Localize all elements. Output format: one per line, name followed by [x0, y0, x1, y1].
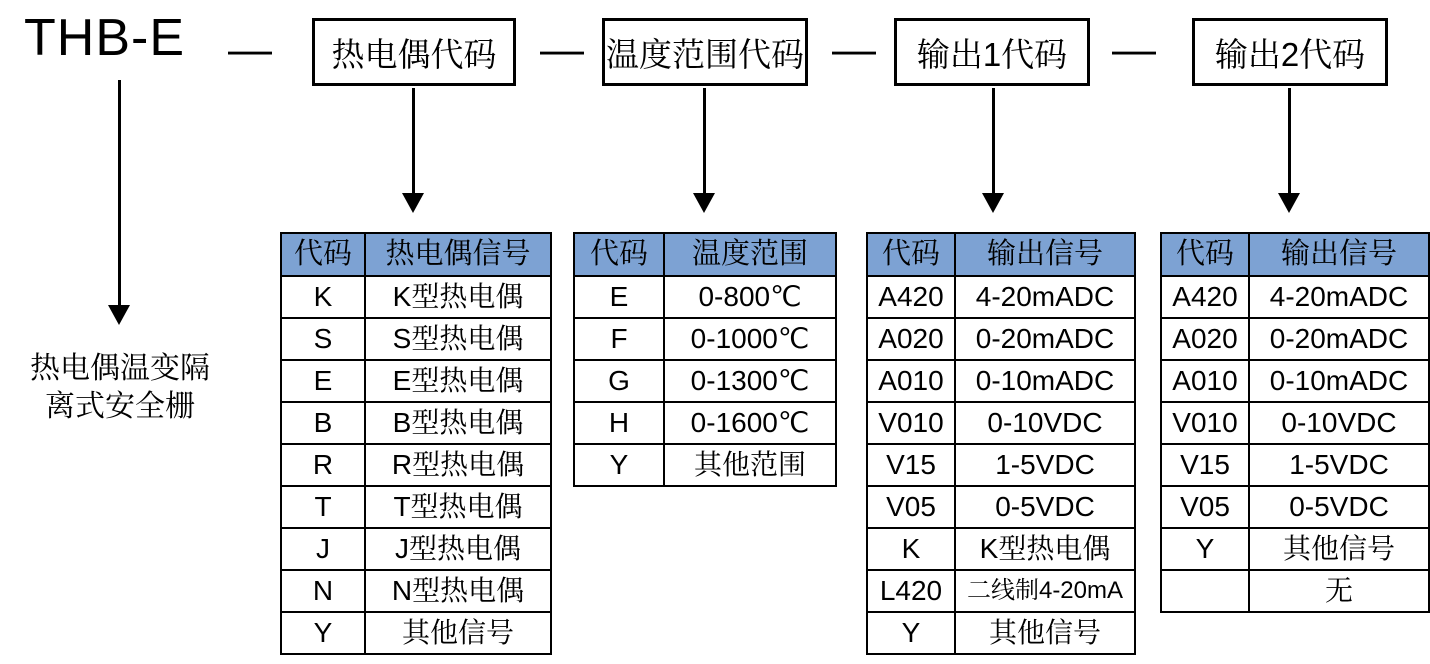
column-header-code: 代码 [1161, 233, 1249, 276]
arrow-output1 [982, 193, 1004, 213]
table-row [1161, 402, 1429, 444]
cell-value: 4-20mADC [1249, 276, 1429, 318]
table-row [867, 360, 1135, 402]
cell-code [1161, 570, 1249, 612]
cell-value: 其他信号 [365, 612, 551, 654]
cell-value: 其他信号 [1249, 528, 1429, 570]
table-row [574, 360, 836, 402]
cell-value: 0-20mADC [955, 318, 1135, 360]
cell-code: R [281, 444, 365, 486]
output2-code-table-wrap [1160, 232, 1430, 613]
cell-code: G [574, 360, 664, 402]
model-base-label: THB-E [24, 9, 185, 67]
connector-line-base [118, 80, 121, 305]
table-row [1161, 570, 1429, 612]
table-row [281, 402, 551, 444]
base-description [10, 350, 230, 425]
arrow-temperature-range [693, 193, 715, 213]
cell-value: N型热电偶 [365, 570, 551, 612]
table-row [867, 528, 1135, 570]
arrow-thermocouple [402, 193, 424, 213]
column-header-output-signal: 输出信号 [1249, 233, 1429, 276]
cell-code: Y [281, 612, 365, 654]
cell-code: A020 [867, 318, 955, 360]
column-header-signal: 热电偶信号 [365, 233, 551, 276]
table-row [867, 444, 1135, 486]
table-header-row [574, 233, 836, 276]
cell-code: H [574, 402, 664, 444]
code-box-output1[interactable] [894, 18, 1090, 86]
table-row [281, 486, 551, 528]
cell-code: V010 [1161, 402, 1249, 444]
code-box-temperature-range-label: 温度范围代码 [606, 35, 804, 73]
table-header-row [867, 233, 1135, 276]
cell-value: 0-800℃ [664, 276, 836, 318]
cell-value: 0-10mADC [1249, 360, 1429, 402]
table-row [574, 402, 836, 444]
cell-value: 4-20mADC [955, 276, 1135, 318]
cell-value: 1-5VDC [1249, 444, 1429, 486]
table-row [1161, 528, 1429, 570]
table-row [1161, 444, 1429, 486]
cell-code: V15 [1161, 444, 1249, 486]
cell-value: 0-10VDC [955, 402, 1135, 444]
connector-line-output1 [992, 88, 995, 193]
cell-code: B [281, 402, 365, 444]
thermocouple-code-table-wrap [280, 232, 552, 655]
cell-code: K [281, 276, 365, 318]
table-row [281, 570, 551, 612]
cell-code: A010 [867, 360, 955, 402]
cell-code: S [281, 318, 365, 360]
table-row [574, 444, 836, 486]
cell-code: Y [574, 444, 664, 486]
cell-code: A010 [1161, 360, 1249, 402]
table-row [281, 528, 551, 570]
table-row [1161, 318, 1429, 360]
output2-code-table [1160, 232, 1430, 613]
cell-value: 无 [1249, 570, 1429, 612]
cell-value: 1-5VDC [955, 444, 1135, 486]
separator-dash-1: — [228, 25, 272, 74]
cell-code: A420 [867, 276, 955, 318]
cell-value: 其他范围 [664, 444, 836, 486]
output1-code-table-wrap [866, 232, 1136, 655]
cell-value: K型热电偶 [955, 528, 1135, 570]
code-box-output2[interactable] [1192, 18, 1388, 86]
table-row [867, 486, 1135, 528]
cell-value: R型热电偶 [365, 444, 551, 486]
column-header-range: 温度范围 [664, 233, 836, 276]
column-header-code: 代码 [281, 233, 365, 276]
cell-value: 0-1000℃ [664, 318, 836, 360]
cell-value: K型热电偶 [365, 276, 551, 318]
cell-value: 0-20mADC [1249, 318, 1429, 360]
cell-code: Y [1161, 528, 1249, 570]
connector-line-output2 [1288, 88, 1291, 193]
cell-value: T型热电偶 [365, 486, 551, 528]
table-row [867, 570, 1135, 612]
table-header-row [1161, 233, 1429, 276]
temperature-range-code-table-wrap [573, 232, 837, 487]
cell-value: 二线制4-20mA [955, 570, 1135, 612]
code-box-thermocouple[interactable] [312, 18, 516, 86]
table-row [281, 360, 551, 402]
table-row [281, 318, 551, 360]
temperature-range-code-table [573, 232, 837, 487]
connector-line-thermocouple [412, 88, 415, 193]
arrow-base [108, 305, 130, 325]
table-row [281, 612, 551, 654]
connector-line-temperature-range [703, 88, 706, 193]
cell-value: 0-1600℃ [664, 402, 836, 444]
arrow-output2 [1278, 193, 1300, 213]
cell-code: V05 [1161, 486, 1249, 528]
cell-value: J型热电偶 [365, 528, 551, 570]
column-header-code: 代码 [574, 233, 664, 276]
cell-value: 0-10VDC [1249, 402, 1429, 444]
column-header-output-signal: 输出信号 [955, 233, 1135, 276]
table-row [574, 276, 836, 318]
code-box-output1-label: 输出1代码 [916, 35, 1068, 73]
cell-code: N [281, 570, 365, 612]
table-row [574, 318, 836, 360]
cell-code: E [281, 360, 365, 402]
cell-value: 0-5VDC [955, 486, 1135, 528]
cell-value: E型热电偶 [365, 360, 551, 402]
thermocouple-code-table [280, 232, 552, 655]
separator-dash-4: — [1112, 25, 1156, 74]
cell-value: 其他信号 [955, 612, 1135, 654]
cell-code: T [281, 486, 365, 528]
code-box-output2-label: 输出2代码 [1214, 35, 1366, 73]
cell-code: A420 [1161, 276, 1249, 318]
separator-dash-3: — [832, 25, 876, 74]
table-row [867, 276, 1135, 318]
cell-value: 0-5VDC [1249, 486, 1429, 528]
base-description-line2: 离式安全栅 [45, 389, 195, 423]
table-row [1161, 360, 1429, 402]
cell-code: V010 [867, 402, 955, 444]
cell-code: F [574, 318, 664, 360]
cell-code: V05 [867, 486, 955, 528]
output1-code-table [866, 232, 1136, 655]
cell-code: A020 [1161, 318, 1249, 360]
base-description-line1: 热电偶温变隔 [30, 352, 210, 385]
table-row [867, 402, 1135, 444]
cell-value: 0-1300℃ [664, 360, 836, 402]
code-box-temperature-range[interactable] [602, 18, 808, 86]
table-header-row [281, 233, 551, 276]
cell-value: 0-10mADC [955, 360, 1135, 402]
cell-code: E [574, 276, 664, 318]
table-row [867, 318, 1135, 360]
cell-code: V15 [867, 444, 955, 486]
table-row [1161, 486, 1429, 528]
column-header-code: 代码 [867, 233, 955, 276]
separator-dash-2: — [540, 25, 584, 74]
cell-value: B型热电偶 [365, 402, 551, 444]
cell-code: L420 [867, 570, 955, 612]
code-box-thermocouple-label: 热电偶代码 [331, 35, 497, 73]
table-row [867, 612, 1135, 654]
cell-code: Y [867, 612, 955, 654]
cell-code: K [867, 528, 955, 570]
table-row [281, 276, 551, 318]
cell-value: S型热电偶 [365, 318, 551, 360]
cell-code: J [281, 528, 365, 570]
table-row [281, 444, 551, 486]
table-row [1161, 276, 1429, 318]
